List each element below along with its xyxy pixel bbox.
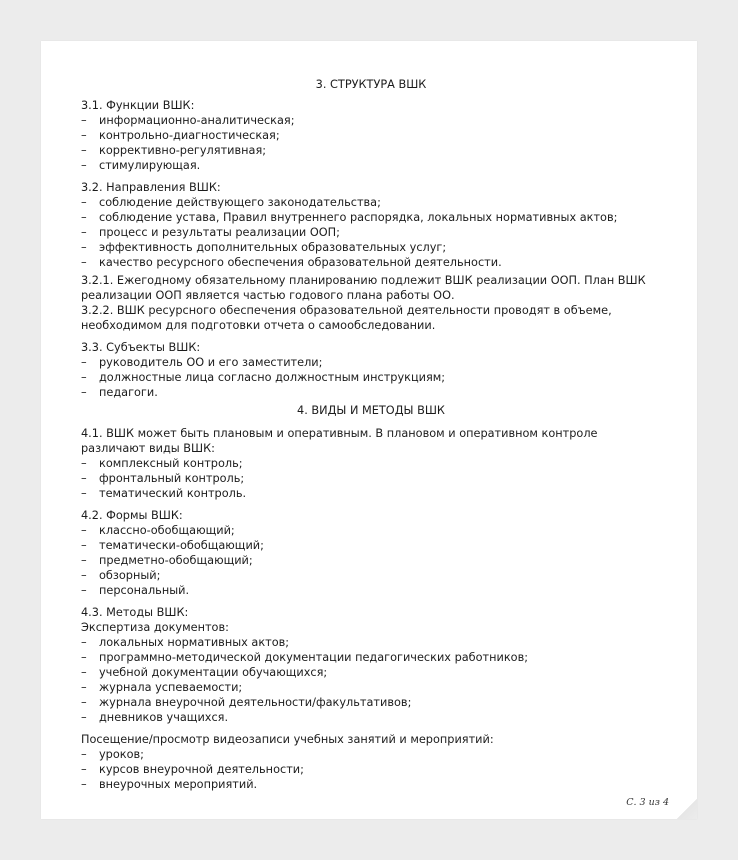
list-item: – внеурочных мероприятий. <box>81 778 258 791</box>
list-item: – тематический контроль. <box>81 487 247 500</box>
list-item: – качество ресурсного обеспечения образовательной деятельности. <box>81 256 502 269</box>
list-item: – стимулирующая. <box>81 159 201 172</box>
list-item: – руководитель ОО и его заместители; <box>81 356 323 369</box>
section-3-title: 3. СТРУКТУРА ВШК <box>315 78 427 91</box>
list-item: – должностные лица согласно должностным инструкциям; <box>81 371 446 384</box>
section-3-2-list <box>81 195 661 270</box>
list-item: – уроков; <box>81 748 144 761</box>
list-item: – процесс и результаты реализации ООП; <box>81 226 340 239</box>
section-3-1-label: 3.1. Функции ВШК: <box>81 99 195 112</box>
section-4-1-label: 4.1. ВШК может быть плановым и оперативным. В плановом и оперативном контроле различают виды ВШК: <box>81 427 598 455</box>
list-item: – учебной документации обучающихся; <box>81 666 328 679</box>
section-4-3-subheading-documents: Экспертиза документов: <box>81 621 229 634</box>
section-4-3-documents-list <box>81 635 661 725</box>
list-item: – соблюдение действующего законодательства; <box>81 196 381 209</box>
document-page <box>41 41 697 819</box>
list-item: – журнала успеваемости; <box>81 681 243 694</box>
paragraph-3-2-2: 3.2.2. ВШК ресурсного обеспечения образовательной деятельности проводят в объеме, необходимом для подготовки отчета о самообследовании. <box>81 304 612 332</box>
section-4-title: 4. ВИДЫ И МЕТОДЫ ВШК <box>297 404 445 417</box>
paragraph-3-2-1: 3.2.1. Ежегодному обязательному планированию подлежит ВШК реализации ООП. План ВШК реализации ООП является частью годового плана работы ОО. <box>81 274 646 302</box>
section-4-2-list <box>81 523 661 598</box>
list-item: – комплексный контроль; <box>81 457 243 470</box>
list-item: – обзорный; <box>81 569 161 582</box>
section-3-1-list <box>81 113 661 173</box>
list-item: – журнала внеурочной деятельности/факультативов; <box>81 696 412 709</box>
section-3-3-label: 3.3. Субъекты ВШК: <box>81 341 201 354</box>
section-4-3-label: 4.3. Методы ВШК: <box>81 606 189 619</box>
page-content <box>81 77 661 792</box>
list-item: – информационно-аналитическая; <box>81 114 295 127</box>
list-item: – локальных нормативных актов; <box>81 636 290 649</box>
section-4-3-visits-list <box>81 747 661 792</box>
list-item: – эффективность дополнительных образовательных услуг; <box>81 241 447 254</box>
list-item: – персональный. <box>81 584 190 597</box>
list-item: – соблюдение устава, Правил внутреннего распорядка, локальных нормативных актов; <box>81 211 618 224</box>
page-number: С. 3 из 4 <box>626 797 669 808</box>
page-corner-fold <box>677 799 697 819</box>
section-4-1-list <box>81 456 661 501</box>
list-item: – предметно-обобщающий; <box>81 554 253 567</box>
list-item: – тематически-обобщающий; <box>81 539 264 552</box>
list-item: – программно-методической документации педагогических работников; <box>81 651 529 664</box>
section-3-2-label: 3.2. Направления ВШК: <box>81 181 221 194</box>
list-item: – контрольно-диагностическая; <box>81 129 280 142</box>
list-item: – дневников учащихся. <box>81 711 229 724</box>
section-4-3-subheading-visits: Посещение/просмотр видеозаписи учебных занятий и мероприятий: <box>81 733 494 746</box>
list-item: – педагоги. <box>81 386 158 399</box>
section-4-2-label: 4.2. Формы ВШК: <box>81 509 183 522</box>
list-item: – фронтальный контроль; <box>81 472 245 485</box>
section-3-3-list <box>81 355 661 400</box>
list-item: – коррективно-регулятивная; <box>81 144 267 157</box>
list-item: – курсов внеурочной деятельности; <box>81 763 304 776</box>
list-item: – классно-обобщающий; <box>81 524 235 537</box>
